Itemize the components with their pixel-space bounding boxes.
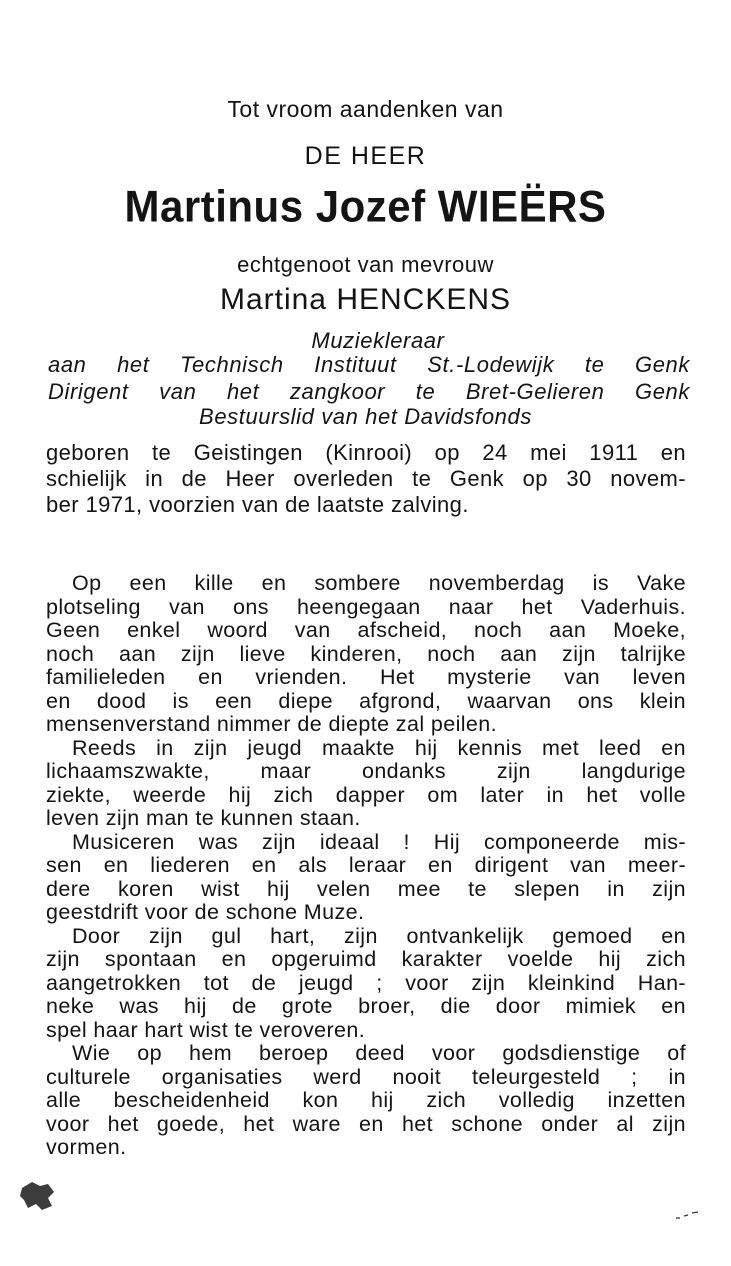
text-line: plotseling van ons heengegaan naar het Vaderhuis. [46, 594, 686, 619]
text-line: sen en liederen en als leraar en dirigent van meer- [46, 853, 686, 877]
text-line: zijn spontaan en opgeruimd karakter voelde hij zich [46, 947, 686, 971]
title-prefix: DE HEER [304, 142, 427, 170]
text-line: Reeds in zijn jeugd maakte hij kennis met leed en [72, 735, 686, 760]
text-line: lichaamszwakte, maar ondanks zijn langdurige [46, 759, 686, 783]
text-line: aangetrokken tot de jeugd ; voor zijn kleinkind Han- [46, 970, 686, 995]
text-line: leven zijn man te kunnen staan. [46, 806, 361, 830]
text-line: ber 1971, voorzien van de laatste zalving. [46, 492, 469, 517]
text-line: Musiceren was zijn ideaal ! Hij componeerde mis- [72, 829, 686, 854]
text-line: schielijk in de Heer overleden te Genk op 30 novem- [46, 466, 686, 491]
text-line: voor het goede, het ware en het schone onder al zijn [46, 1111, 686, 1136]
body-text [46, 572, 686, 1160]
text-line: vormen. [46, 1135, 127, 1159]
text-line: geestdrift voor de schone Muze. [46, 900, 365, 924]
spouse-name: Martina HENCKENS [219, 283, 512, 316]
text-line: familieleden en vrienden. Het mysterie van leven [46, 665, 686, 689]
text-line: Wie op hem beroep deed voor godsdienstige of [72, 1041, 686, 1065]
role-line: Dirigent van het zangkoor te Bret-Gelieren Genk [48, 379, 690, 404]
text-line: Geen enkel woord van afscheid, noch aan Moeke, [46, 618, 686, 642]
text-line: noch aan zijn lieve kinderen, noch aan zijn talrijke [46, 641, 686, 666]
intro-line: Tot vroom aandenken van [227, 96, 504, 122]
text-line: alle bescheidenheid kon hij zich volledig inzetten [46, 1088, 686, 1112]
role-line: Bestuurslid van het Davidsfonds [199, 404, 532, 429]
text-line: Door zijn gul hart, zijn ontvankelijk gemoed en [72, 923, 686, 948]
text-line: culturele organisaties werd nooit teleurgesteld ; in [46, 1064, 686, 1089]
text-line: en dood is een diepe afgrond, waarvan ons klein [46, 688, 686, 713]
deceased-name: Martinus Jozef WIEËRS [124, 181, 607, 232]
text-line: ziekte, weerde hij zich dapper om later in het volle [46, 782, 686, 807]
birth-paragraph [46, 440, 686, 518]
text-line: spel haar hart wist te veroveren. [46, 1017, 366, 1042]
role-line: aan het Technisch Instituut St.-Lodewijk te Genk [48, 352, 690, 377]
ink-smudge [18, 1176, 58, 1216]
role-line: Muziekleraar [311, 328, 445, 353]
text-line: Op een kille en sombere novemberdag is Vake [72, 571, 686, 595]
text-line: neke was hij de grote broer, die door mimiek en [46, 994, 686, 1018]
text-line: dere koren wist hij velen mee te slepen in zijn [46, 876, 686, 901]
print-mark [674, 1210, 700, 1220]
text-line: geboren te Geistingen (Kinrooi) op 24 mei 1911 en [46, 440, 686, 465]
spouse-intro: echtgenoot van mevrouw [237, 252, 494, 277]
text-line: mensenverstand nimmer de diepte zal peilen. [46, 712, 498, 736]
